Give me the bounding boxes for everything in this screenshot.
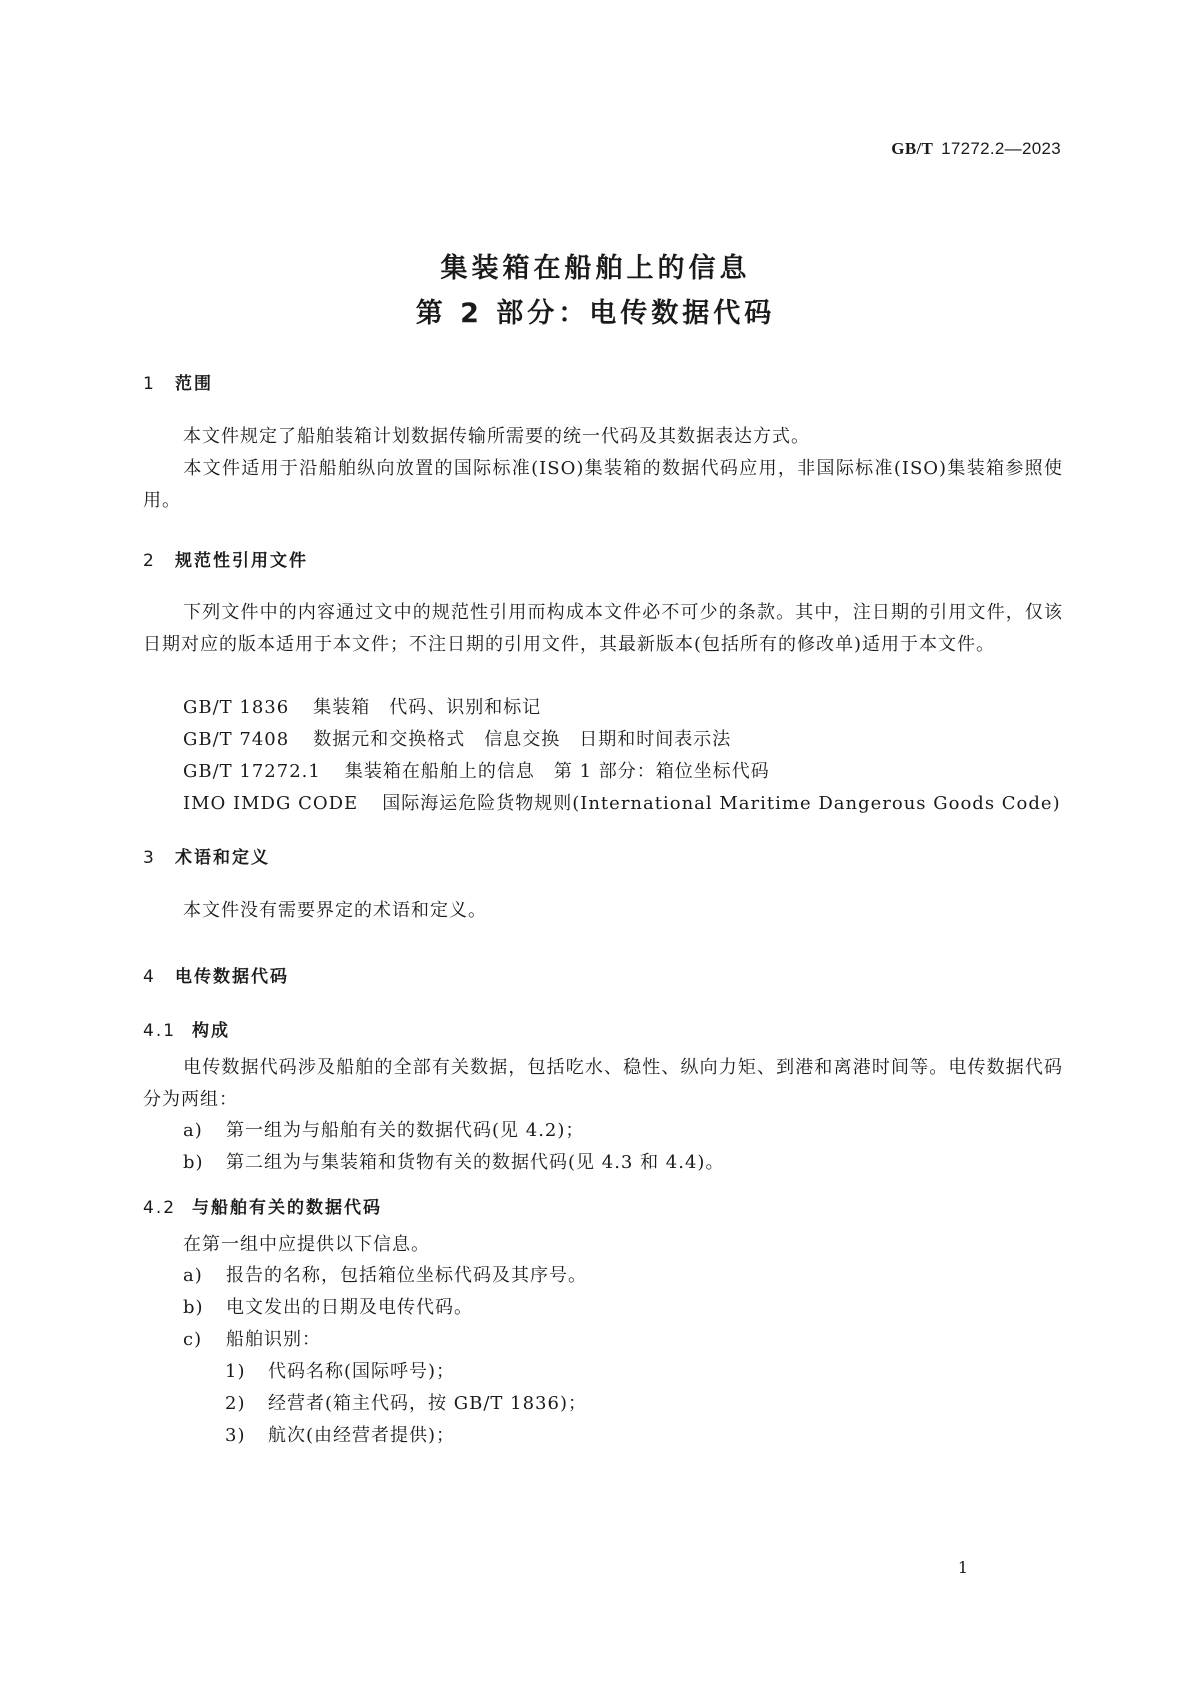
list-text: 经营者(箱主代码，按 GB/T 1836)；: [268, 1393, 587, 1414]
subsection-4-1-paragraph: 电传数据代码涉及船舶的全部有关数据，包括吃水、稳性、纵向力矩、到港和离港时间等。电传数据代码分为两组：: [143, 1057, 1063, 1110]
sub-list-item: [225, 1421, 455, 1447]
reference-code: GB/T 1836: [183, 697, 290, 718]
section-4-heading: [143, 962, 289, 987]
reference-item: [183, 693, 541, 719]
reference-item: [183, 789, 1061, 815]
reference-code: GB/T 7408: [183, 729, 290, 750]
section-number: 1: [143, 374, 156, 394]
page-number: 1: [957, 1558, 968, 1577]
section-2-paragraph-1: 下列文件中的内容通过文中的规范性引用而构成本文件必不可少的条款。其中，注日期的引用文件，仅该日期对应的版本适用于本文件；不注日期的引用文件，其最新版本(包括所有的修改单)适用于本文件。: [143, 602, 1063, 655]
reference-title: 数据元和交换格式 信息交换 日期和时间表示法: [313, 729, 732, 750]
section-title: 术语和定义: [175, 848, 270, 868]
document-title: 集装箱在船舶上的信息: [440, 253, 751, 284]
list-text: 电文发出的日期及电传代码。: [226, 1297, 473, 1318]
reference-title: 集装箱 代码、识别和标记: [313, 697, 542, 718]
section-title: 规范性引用文件: [175, 551, 308, 571]
list-marker: b): [183, 1152, 204, 1173]
reference-title: 集装箱在船舶上的信息 第 1 部分：箱位坐标代码: [344, 761, 770, 782]
list-text: 报告的名称，包括箱位坐标代码及其序号。: [226, 1265, 587, 1286]
reference-title: 国际海运危险货物规则(International Maritime Dangerous Goods Code): [382, 793, 1061, 814]
list-text: 代码名称(国际呼号)；: [268, 1361, 456, 1382]
section-3-heading: [143, 843, 270, 868]
list-item: [183, 1148, 724, 1174]
list-marker: 3): [225, 1425, 246, 1446]
list-item: [183, 1325, 321, 1351]
subsection-4-2-paragraph: 在第一组中应提供以下信息。: [183, 1234, 430, 1255]
section-number: 2: [143, 551, 156, 571]
section-1-heading: [143, 369, 213, 394]
section-2-heading: [143, 546, 308, 571]
subsection-4-2-heading: [143, 1193, 382, 1218]
section-number: 3: [143, 848, 156, 868]
list-item: [183, 1116, 584, 1142]
subsection-title: 构成: [192, 1021, 230, 1041]
reference-code: IMO IMDG CODE: [183, 793, 359, 814]
standard-code: [891, 139, 1061, 159]
list-marker: b): [183, 1297, 204, 1318]
standard-prefix: GB/T: [891, 139, 934, 158]
reference-item: [183, 757, 770, 783]
list-text: 船舶识别：: [226, 1329, 321, 1350]
list-marker: a): [183, 1120, 203, 1141]
list-marker: 2): [225, 1393, 246, 1414]
list-marker: a): [183, 1265, 203, 1286]
section-number: 4: [143, 967, 156, 987]
reference-item: [183, 725, 731, 751]
section-title: 电传数据代码: [175, 967, 289, 987]
sub-list-item: [225, 1357, 455, 1383]
list-text: 航次(由经营者提供)；: [268, 1425, 456, 1446]
sub-list-item: [225, 1389, 587, 1415]
standard-number: 17272.2—2023: [941, 139, 1061, 158]
section-1-paragraph-2: 本文件适用于沿船舶纵向放置的国际标准(ISO)集装箱的数据代码应用，非国际标准(ISO)集装箱参照使用。: [143, 458, 1063, 511]
section-3-paragraph-1: 本文件没有需要界定的术语和定义。: [183, 900, 487, 921]
section-title: 范围: [175, 374, 213, 394]
reference-code: GB/T 17272.1: [183, 761, 321, 782]
list-marker: c): [183, 1329, 203, 1350]
subsection-number: 4.2: [143, 1198, 177, 1218]
list-item: [183, 1293, 473, 1319]
list-text: 第一组为与船舶有关的数据代码(见 4.2)；: [226, 1120, 585, 1141]
subsection-title: 与船舶有关的数据代码: [192, 1198, 382, 1218]
list-marker: 1): [225, 1361, 246, 1382]
subsection-4-1-heading: [143, 1016, 230, 1041]
section-1-paragraph-1: 本文件规定了船舶装箱计划数据传输所需要的统一代码及其数据表达方式。: [183, 426, 810, 447]
list-item: [183, 1261, 587, 1287]
list-text: 第二组为与集装箱和货物有关的数据代码(见 4.3 和 4.4)。: [226, 1152, 725, 1173]
subsection-number: 4.1: [143, 1021, 177, 1041]
document-subtitle: 第 2 部分：电传数据代码: [415, 298, 776, 329]
